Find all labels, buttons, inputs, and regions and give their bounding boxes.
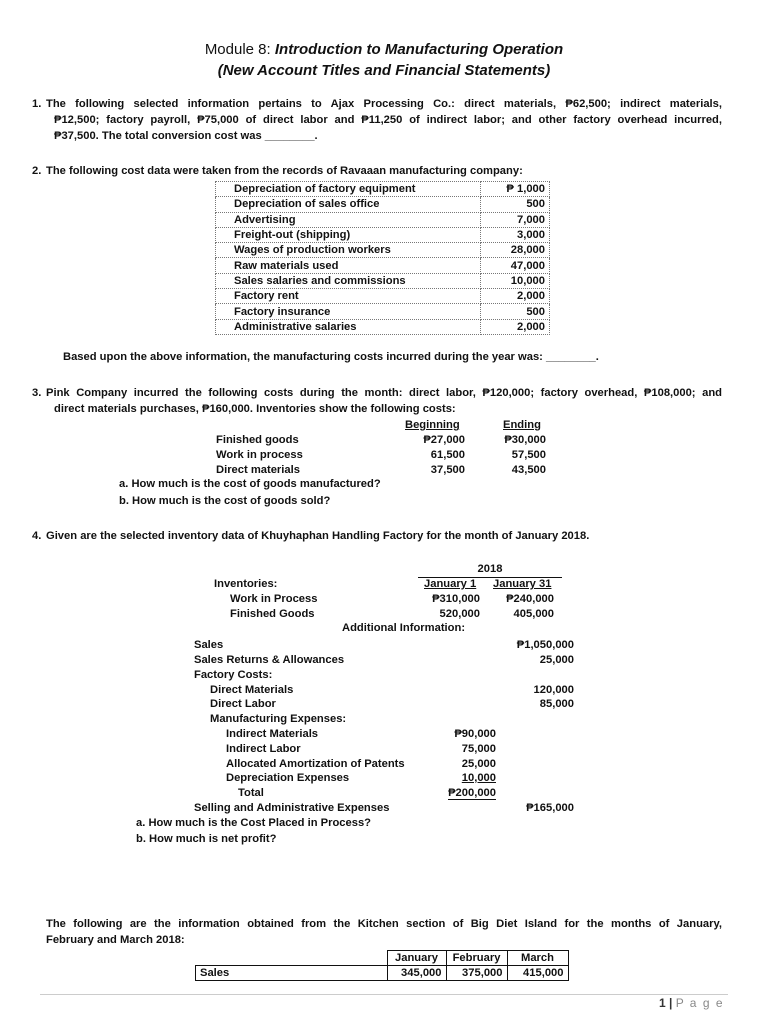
sga-label: Selling and Administrative Expenses: [194, 802, 390, 814]
module-label: Module 8:: [204, 41, 275, 58]
year-label: 2018: [477, 563, 503, 575]
table-row: [216, 289, 550, 304]
footer-separator: |: [668, 996, 673, 1010]
inventory-label: Direct materials: [216, 464, 300, 476]
cost-desc: Depreciation of factory equipment: [216, 182, 481, 197]
table-row: [216, 319, 550, 334]
patents-label: Allocated Amortization of Patents: [226, 758, 405, 770]
empty-header-cell: [196, 951, 388, 966]
wip-jan1: ₱310,000: [432, 593, 480, 605]
cost-desc: Factory insurance: [216, 304, 481, 319]
table-row: [216, 227, 550, 242]
col-january-31: January 31: [493, 578, 552, 590]
q2-text: The following cost data were taken from the records of Ravaaan manufacturing company:: [46, 165, 523, 177]
inventory-label: Finished goods: [216, 434, 299, 446]
cost-value: 3,000: [481, 227, 550, 242]
question-number: 4.: [32, 530, 42, 542]
inventory-end: 43,500: [511, 464, 546, 476]
il-value: 75,000: [461, 743, 496, 755]
question-4: [32, 528, 722, 544]
february-value: 375,000: [446, 966, 507, 981]
q3-line-2: direct materials purchases, ₱160,000. Inventories show the following costs:: [54, 403, 456, 415]
q4-question-b: b. How much is net profit?: [136, 833, 277, 845]
depreciation-amount: 10,000: [461, 772, 496, 784]
q2-question: Based upon the above information, the manufacturing costs incurred during the year was: ________.: [63, 351, 599, 363]
im-label: Indirect Materials: [226, 728, 319, 740]
inventories-label: Inventories:: [214, 578, 278, 590]
returns-label: Sales Returns & Allowances: [194, 654, 345, 666]
col-january-1: January 1: [424, 578, 477, 590]
year-header: [418, 562, 562, 577]
il-label: Indirect Labor: [226, 743, 301, 755]
question-number: 3.: [32, 387, 42, 399]
col-march: March: [507, 951, 568, 966]
q1-line-2: ₱12,500; factory payroll, ₱75,000 of direct labor and ₱11,250 of indirect labor; and other factory overhead incurred,: [54, 114, 722, 126]
cost-desc: Advertising: [216, 212, 481, 227]
fg-jan1: 520,000: [439, 608, 480, 620]
sga-value: ₱165,000: [526, 802, 574, 814]
footer-rule: [40, 994, 728, 995]
inventory-begin: 37,500: [430, 464, 465, 476]
col-beginning: Beginning: [405, 419, 460, 431]
wip-label: Work in Process: [230, 593, 318, 605]
monthly-sales-table: [195, 950, 569, 981]
sales-value: ₱1,050,000: [516, 639, 574, 651]
im-value: ₱90,000: [454, 728, 496, 740]
factory-costs-label: Factory Costs:: [194, 669, 273, 681]
table-row: [216, 243, 550, 258]
page-footer: [659, 996, 724, 1010]
question-2: [32, 163, 722, 179]
cost-value: 7,000: [481, 212, 550, 227]
table-row: [216, 304, 550, 319]
total-amount: ₱200,000: [448, 787, 496, 799]
inventory-begin: 61,500: [430, 449, 465, 461]
col-january: January: [387, 951, 446, 966]
question-number: 2.: [32, 165, 42, 177]
cost-value: ₱ 1,000: [481, 182, 550, 197]
additional-info-label: Additional Information:: [342, 622, 466, 634]
page-word: P a g e: [675, 996, 724, 1010]
q3-question-b: b. How much is the cost of goods sold?: [119, 495, 331, 507]
cost-desc: Factory rent: [216, 289, 481, 304]
dl-value: 85,000: [539, 698, 574, 710]
mfg-expenses-label: Manufacturing Expenses:: [210, 713, 347, 725]
fg-jan31: 405,000: [513, 608, 554, 620]
dl-label: Direct Labor: [210, 698, 276, 710]
cost-value: 2,000: [481, 319, 550, 334]
cost-desc: Sales salaries and commissions: [216, 273, 481, 288]
cost-desc: Raw materials used: [216, 258, 481, 273]
cost-desc: Depreciation of sales office: [216, 197, 481, 212]
inventory-label: Work in process: [216, 449, 303, 461]
patents-value: 25,000: [461, 758, 496, 770]
cost-value: 28,000: [481, 243, 550, 258]
row-label: Sales: [196, 966, 388, 981]
table-row: [216, 273, 550, 288]
q4-text: Given are the selected inventory data of Khuyhaphan Handling Factory for the month of January 2018.: [46, 530, 590, 542]
inventory-end: 57,500: [511, 449, 546, 461]
cost-value: 500: [481, 197, 550, 212]
inventory-end: ₱30,000: [504, 434, 546, 446]
cost-desc: Freight-out (shipping): [216, 227, 481, 242]
col-february: February: [446, 951, 507, 966]
fg-label: Finished Goods: [230, 608, 315, 620]
depreciation-value: [416, 771, 496, 786]
q5-line-1: The following are the information obtained from the Kitchen section of Big Diet Island for the months of January,: [46, 918, 722, 930]
table-row: [216, 182, 550, 197]
q4-question-a: a. How much is the Cost Placed in Process?: [136, 817, 372, 829]
cost-desc: Wages of production workers: [216, 243, 481, 258]
q1-line-3: ₱37,500. The total conversion cost was ________.: [54, 130, 318, 142]
col-ending: Ending: [503, 419, 541, 431]
question-number: 1.: [32, 98, 42, 110]
cost-value: 500: [481, 304, 550, 319]
q5-line-2: February and March 2018:: [46, 934, 185, 946]
cost-desc: Administrative salaries: [216, 319, 481, 334]
cost-value: 2,000: [481, 289, 550, 304]
question-5: [46, 916, 722, 948]
page-title: [0, 41, 768, 58]
page-subtitle: (New Account Titles and Financial Statements): [217, 62, 551, 79]
cost-data-table: [215, 181, 550, 335]
table-row: [216, 212, 550, 227]
q3-line-1: Pink Company incurred the following costs during the month: direct labor, ₱120,000; factory overhead, ₱108,000; and: [46, 387, 722, 399]
total-value: [416, 786, 496, 801]
table-header-row: [196, 951, 569, 966]
total-label: Total: [238, 787, 264, 799]
table-row: [216, 197, 550, 212]
january-value: 345,000: [387, 966, 446, 981]
march-value: 415,000: [507, 966, 568, 981]
cost-value: 47,000: [481, 258, 550, 273]
page-number: 1: [658, 996, 666, 1010]
sales-label: Sales: [194, 639, 224, 651]
returns-value: 25,000: [539, 654, 574, 666]
dm-value: 120,000: [533, 684, 574, 696]
wip-jan31: ₱240,000: [506, 593, 554, 605]
question-3: [32, 385, 722, 417]
dm-label: Direct Materials: [210, 684, 294, 696]
question-1: [32, 96, 722, 144]
module-topic: Introduction to Manufacturing Operation: [274, 41, 564, 58]
cost-value: 10,000: [481, 273, 550, 288]
depreciation-label: Depreciation Expenses: [226, 772, 350, 784]
table-row: [196, 966, 569, 981]
inventory-begin: ₱27,000: [423, 434, 465, 446]
q1-line-1: The following selected information pertains to Ajax Processing Co.: direct materials, ₱62,500; indirect materials,: [46, 98, 722, 110]
q3-question-a: a. How much is the cost of goods manufactured?: [119, 478, 381, 490]
table-row: [216, 258, 550, 273]
